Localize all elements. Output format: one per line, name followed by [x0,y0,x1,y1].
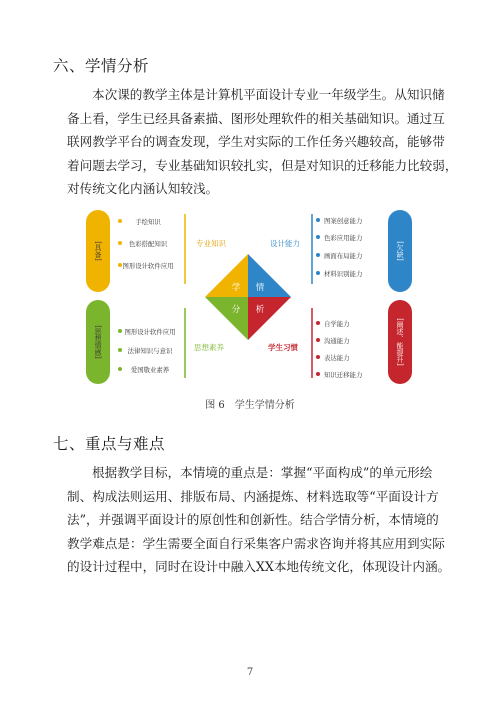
paragraph-line: 联网教学平台的调查发现，学生对实际的工作任务兴趣较高，能够带 [67,134,445,149]
list-item: 图形设计软件应用 [122,262,174,270]
list-item: 法律知识与意识 [127,347,173,355]
paragraph-line: 本次课的教学主体是计算机平面设计专业一年级学生。从知识储 [92,87,445,102]
list-item: 图形设计软件应用 [124,328,176,336]
list-item: 色彩应用能力 [324,234,363,242]
list-item: 图案创意能力 [324,217,363,225]
section-7-paragraph [67,461,451,579]
paragraph-line: 备上看，学生已经具备素描、图形处理软件的相关基础知识。通过互 [67,110,445,126]
list-item: 手绘知识 [135,218,161,226]
list-item: 爱国敬业素养 [130,366,170,374]
center-char: 情 [255,283,265,293]
list-item: 知识迁移能力 [324,371,363,379]
paragraph-line: 根据教学目标，本情境的重点是：掌握“平面构成”的单元形绘 [92,465,433,480]
left-top-pill-label: [具备] [94,241,102,261]
list-item: 沟通能力 [324,337,350,345]
right-bottom-pill-label: [阐述、能提升] [396,318,404,366]
label-quality: 思想素养 [194,343,224,352]
label-design: 设计能力 [270,239,300,248]
list-item: 色彩搭配知识 [128,240,168,248]
list-item: 材料识别能力 [324,270,363,278]
paragraph-line: 法”，并强调平面设计的原创性和创新性。结合学情分析，本情境的 [67,512,439,527]
label-habit: 学生习惯 [268,343,298,352]
paragraph-line: 制、构成法则运用、排版布局、内涵提炼、材料选取等“平面设计方 [67,488,439,504]
section-heading-6: 六、学情分析 [53,57,150,75]
section-6-paragraph [67,83,458,201]
page-number: 7 [246,667,254,678]
section-heading-7: 七、重点与难点 [53,435,166,453]
figure-caption: 图 6 学生学情分析 [205,400,295,411]
paragraph-line: 的设计过程中，同时在设计中融入XX本地传统文化，体现设计内涵。 [67,559,451,574]
left-bottom-pill-label: [思想情感] [94,325,102,359]
label-knowledge: 专业知识 [196,239,226,248]
center-char: 析 [255,305,265,315]
center-char: 分 [231,305,241,315]
list-item: 自学能力 [324,320,350,328]
center-diamond [205,254,291,340]
paragraph-line: 教学难点是：学生需要全面自行采集客户需求咨询并将其应用到实际 [67,535,445,551]
list-item: 画面布局能力 [324,252,363,260]
student-analysis-diagram [80,208,420,388]
center-char: 学 [231,283,241,293]
right-top-pill-label: [欠缺] [396,241,404,261]
paragraph-line: 着问题去学习，专业基础知识较扎实，但是对知识的迁移能力比较弱， [67,157,458,173]
list-item: 表达能力 [324,354,350,362]
paragraph-line: 对传统文化内涵认知较浅。 [67,181,219,196]
